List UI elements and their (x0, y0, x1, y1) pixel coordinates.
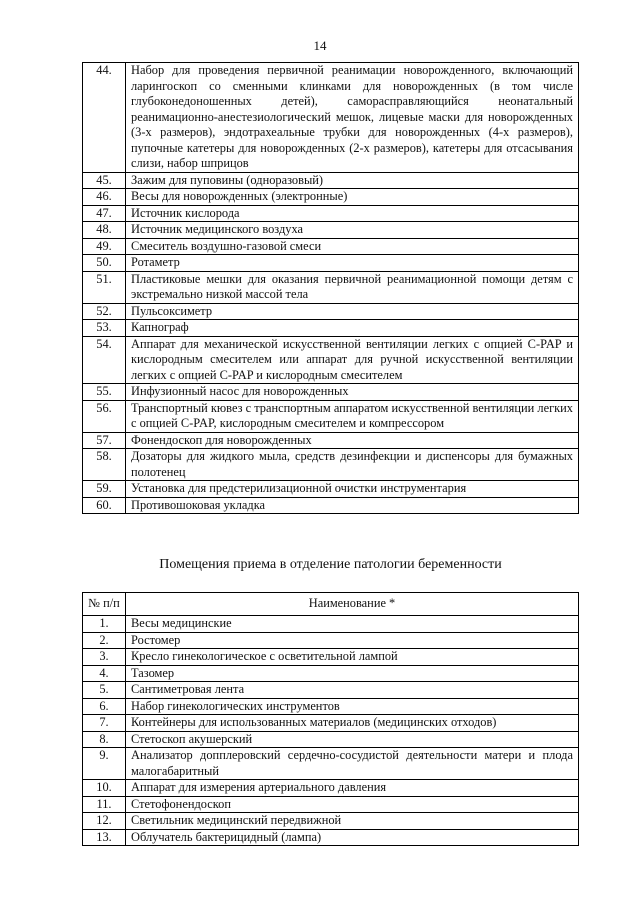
table-row (83, 271, 579, 303)
row-item-name: Весы медицинские (126, 616, 579, 633)
row-number: 8. (83, 731, 126, 748)
row-item-name: Пластиковые мешки для оказания первичной реанимационной помощи детям с экстремально низкой массой тела (126, 271, 579, 303)
table-row (83, 222, 579, 239)
row-item-name: Дозаторы для жидкого мыла, средств дезинфекции и диспенсоры для бумажных полотенец (126, 449, 579, 481)
table-header-row (83, 593, 579, 616)
equipment-table-1 (82, 62, 579, 514)
row-number: 6. (83, 698, 126, 715)
row-number: 48. (83, 222, 126, 239)
table-row (83, 665, 579, 682)
row-item-name: Фонендоскоп для новорожденных (126, 432, 579, 449)
table-row (83, 649, 579, 666)
row-item-name: Набор для проведения первичной реанимации новорожденного, включающий ларингоскоп со сменными клинками для новорожденных (в том числе глубоконедоношенных детей), саморасправляющийся неонатальный реанимационно-анестезиологический мешок, лицевые маски для новорожденных (3-х размеров), эндотрахеальные трубки для новорожденных (4-х размеров), пупочные катетеры для новорожденных (2-х размеров), катетеры для отсасывания слизи, набор шприцов (126, 63, 579, 173)
row-item-name: Светильник медицинский передвижной (126, 813, 579, 830)
table-row (83, 715, 579, 732)
row-number: 56. (83, 400, 126, 432)
table-row (83, 497, 579, 514)
table-row (83, 698, 579, 715)
table-row (83, 813, 579, 830)
row-item-name: Контейнеры для использованных материалов (медицинских отходов) (126, 715, 579, 732)
row-number: 57. (83, 432, 126, 449)
header-number: № п/п (83, 593, 126, 616)
row-number: 51. (83, 271, 126, 303)
row-number: 52. (83, 303, 126, 320)
row-number: 2. (83, 632, 126, 649)
table-row (83, 748, 579, 780)
page-number: 14 (313, 38, 327, 53)
row-number: 46. (83, 189, 126, 206)
table-row (83, 632, 579, 649)
row-item-name: Источник кислорода (126, 205, 579, 222)
row-item-name: Стетофонендоскоп (126, 796, 579, 813)
row-item-name: Набор гинекологических инструментов (126, 698, 579, 715)
row-number: 49. (83, 238, 126, 255)
table-row (83, 205, 579, 222)
row-item-name: Инфузионный насос для новорожденных (126, 384, 579, 401)
row-item-name: Аппарат для измерения артериального давления (126, 780, 579, 797)
row-item-name: Облучатель бактерицидный (лампа) (126, 829, 579, 846)
row-number: 3. (83, 649, 126, 666)
table-row (83, 384, 579, 401)
row-number: 5. (83, 682, 126, 699)
table-row (83, 616, 579, 633)
row-number: 45. (83, 172, 126, 189)
row-number: 9. (83, 748, 126, 780)
row-number: 4. (83, 665, 126, 682)
row-item-name: Смеситель воздушно-газовой смеси (126, 238, 579, 255)
row-item-name: Сантиметровая лента (126, 682, 579, 699)
row-item-name: Зажим для пуповины (одноразовый) (126, 172, 579, 189)
row-number: 50. (83, 255, 126, 272)
row-number: 60. (83, 497, 126, 514)
table-row (83, 731, 579, 748)
table-row (83, 238, 579, 255)
table-row (83, 336, 579, 384)
row-item-name: Источник медицинского воздуха (126, 222, 579, 239)
row-item-name: Ростомер (126, 632, 579, 649)
row-number: 55. (83, 384, 126, 401)
row-number: 54. (83, 336, 126, 384)
table-row (83, 780, 579, 797)
row-item-name: Кресло гинекологическое с осветительной лампой (126, 649, 579, 666)
row-item-name: Противошоковая укладка (126, 497, 579, 514)
table-row (83, 796, 579, 813)
row-item-name: Анализатор допплеровский сердечно-сосудистой деятельности матери и плода малогабаритный (126, 748, 579, 780)
row-item-name: Стетоскоп акушерский (126, 731, 579, 748)
table-row (83, 172, 579, 189)
row-item-name: Аппарат для механической искусственной вентиляции легких с опцией C-PAP и кислородным смесителем или аппарат для ручной искусственной вентиляции легких с опцией C-PAP и кислородным смесителем (126, 336, 579, 384)
table-row (83, 400, 579, 432)
row-number: 12. (83, 813, 126, 830)
section-title: Помещения приема в отделение патологии беременности (159, 557, 502, 572)
table-row (83, 481, 579, 498)
row-number: 13. (83, 829, 126, 846)
table-row (83, 255, 579, 272)
row-number: 58. (83, 449, 126, 481)
row-item-name: Транспортный кювез с транспортным аппаратом искусственной вентиляции легких с опцией C-PAP, кислородным смесителем и компрессором (126, 400, 579, 432)
table-row (83, 829, 579, 846)
equipment-table-2 (82, 592, 579, 846)
row-number: 53. (83, 320, 126, 337)
table-row (83, 63, 579, 173)
row-number: 44. (83, 63, 126, 173)
row-number: 47. (83, 205, 126, 222)
table-row (83, 189, 579, 206)
row-item-name: Капнограф (126, 320, 579, 337)
row-item-name: Весы для новорожденных (электронные) (126, 189, 579, 206)
table-row (83, 303, 579, 320)
row-item-name: Тазомер (126, 665, 579, 682)
table-row (83, 449, 579, 481)
row-item-name: Пульсоксиметр (126, 303, 579, 320)
row-number: 7. (83, 715, 126, 732)
row-number: 1. (83, 616, 126, 633)
row-number: 11. (83, 796, 126, 813)
table-row (83, 682, 579, 699)
row-number: 59. (83, 481, 126, 498)
row-item-name: Установка для предстерилизационной очистки инструментария (126, 481, 579, 498)
row-item-name: Ротаметр (126, 255, 579, 272)
table-row (83, 320, 579, 337)
row-number: 10. (83, 780, 126, 797)
header-name: Наименование * (126, 593, 579, 616)
table-row (83, 432, 579, 449)
